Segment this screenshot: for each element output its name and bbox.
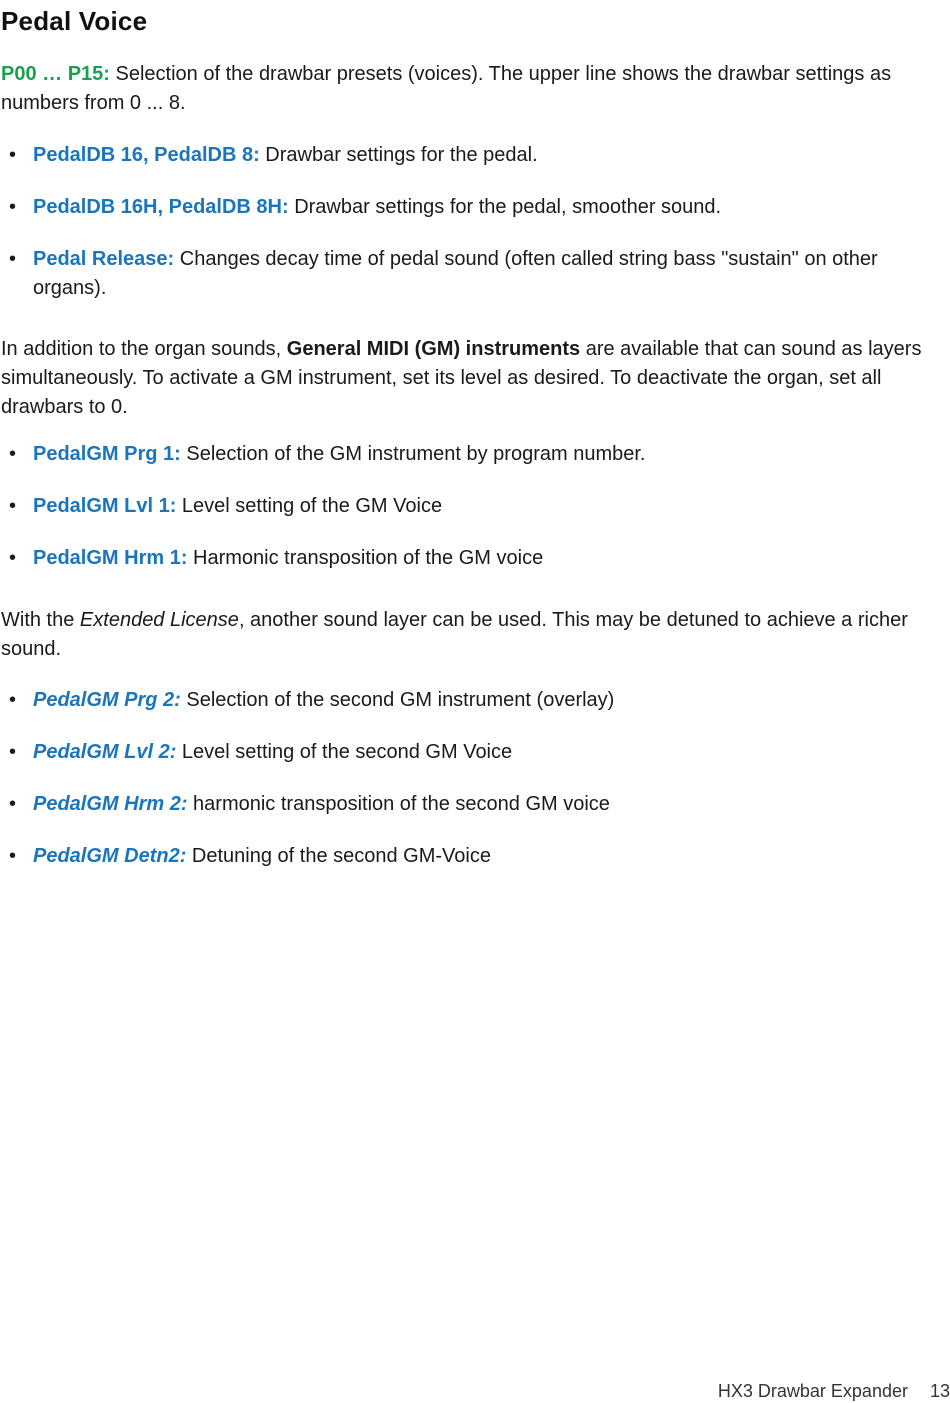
bullet-icon: •: [9, 443, 17, 465]
list-item-term: PedalGM Lvl 1:: [33, 495, 177, 517]
list-item-term: PedalGM Lvl 2:: [33, 741, 177, 763]
bullet-icon: •: [9, 689, 17, 711]
list-item-description: Detuning of the second GM-Voice: [186, 845, 491, 867]
list-item-description: Selection of the GM instrument by program number.: [180, 443, 646, 465]
list-item-text: [33, 492, 913, 521]
list-item-text: [33, 245, 903, 303]
list-item-text: [33, 686, 913, 715]
bullet-icon: •: [9, 196, 17, 218]
license-paragraph-after: , another sound layer can be used. This may be detuned to achieve a richer sound.: [1, 609, 908, 660]
list-item-description: Drawbar settings for the pedal, smoother sound.: [288, 196, 722, 218]
license-paragraph-before: With the: [1, 609, 80, 631]
list-item-description: harmonic transposition of the second GM voice: [187, 793, 610, 815]
list-item-description: Harmonic transposition of the GM voice: [187, 547, 544, 569]
page-title: Pedal Voice: [1, 6, 148, 36]
list-item-text: [33, 193, 913, 222]
intro-paragraph: [1, 60, 946, 118]
license-paragraph: [1, 606, 936, 664]
list-item-description: Drawbar settings for the pedal.: [259, 144, 538, 166]
bullet-icon: •: [9, 793, 17, 815]
list-item-text: [33, 141, 913, 170]
list-item-term: PedalGM Detn2:: [33, 845, 187, 867]
list-item-description: Level setting of the second GM Voice: [176, 741, 513, 763]
list-item-description: Changes decay time of pedal sound (often called string bass "sustain" on other organs).: [33, 248, 878, 299]
list-item-text: [33, 790, 913, 819]
list-item-term: PedalGM Prg 2:: [33, 689, 181, 711]
bullet-icon: •: [9, 547, 17, 569]
list-item-term: PedalDB 16H, PedalDB 8H:: [33, 196, 289, 218]
list-item-text: [33, 842, 913, 871]
bullet-icon: •: [9, 248, 17, 270]
bullet-icon: •: [9, 144, 17, 166]
page-number: 13: [929, 1381, 950, 1401]
page-footer: [718, 1381, 950, 1402]
list-item-term: PedalGM Hrm 1:: [33, 547, 188, 569]
bullet-icon: •: [9, 845, 17, 867]
list-item-description: Level setting of the GM Voice: [176, 495, 443, 517]
list-item-term: PedalDB 16, PedalDB 8:: [33, 144, 260, 166]
list-item-term: PedalGM Prg 1:: [33, 443, 181, 465]
intro-term: P00 … P15:: [1, 63, 110, 85]
bullet-icon: •: [9, 495, 17, 517]
list-item-text: [33, 440, 913, 469]
bullet-icon: •: [9, 741, 17, 763]
gm-paragraph-bold: General MIDI (GM) instruments: [286, 338, 581, 360]
gm-paragraph-before: In addition to the organ sounds,: [1, 338, 287, 360]
list-item-description: Selection of the second GM instrument (overlay): [180, 689, 615, 711]
intro-text: Selection of the drawbar presets (voices). The upper line shows the drawbar settings as numbers from 0 ... 8.: [1, 63, 892, 114]
license-paragraph-italic: Extended License: [79, 609, 239, 631]
list-item-term: Pedal Release:: [33, 248, 175, 270]
footer-title: HX3 Drawbar Expander: [717, 1381, 908, 1401]
list-item-text: [33, 544, 913, 573]
gm-paragraph-after: are available that can sound as layers simultaneously. To activate a GM instrument, set its level as desired. To deactivate the organ, set all drawbars to 0.: [1, 338, 922, 418]
gm-paragraph: [1, 335, 946, 422]
list-item-term: PedalGM Hrm 2:: [33, 793, 188, 815]
list-item-text: [33, 738, 913, 767]
